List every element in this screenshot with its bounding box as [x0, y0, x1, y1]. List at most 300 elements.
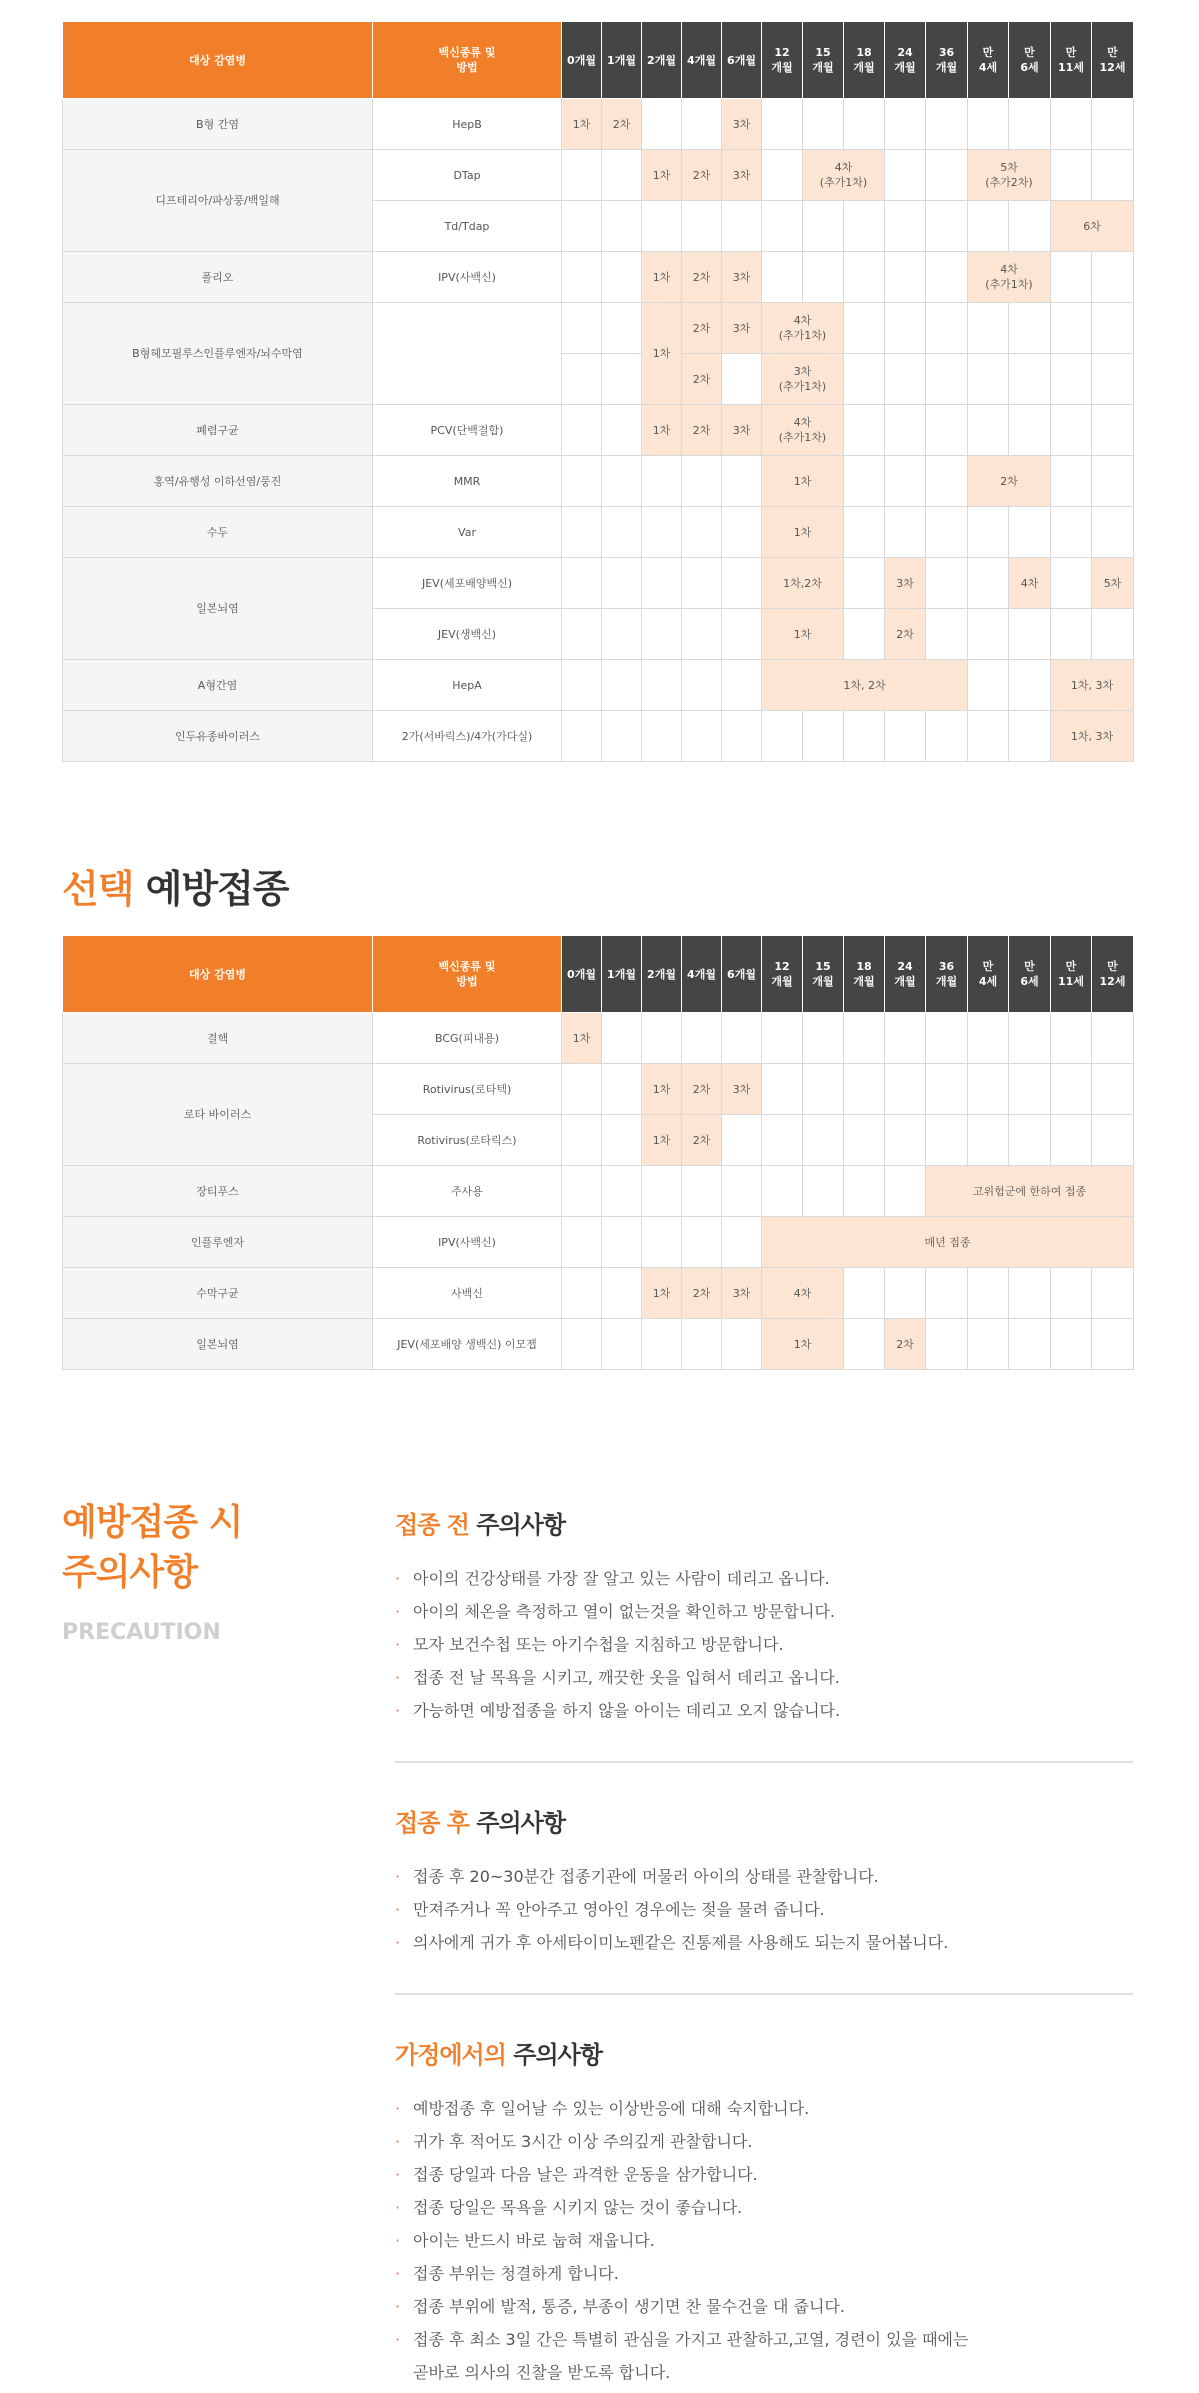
header-age: 만 4세: [968, 22, 1009, 99]
empty-cell: [602, 201, 642, 252]
empty-cell: [844, 558, 885, 609]
bullet-icon: ·: [395, 1635, 401, 1654]
empty-cell: [602, 456, 642, 507]
empty-cell: [562, 1115, 602, 1166]
before-vaccination-block: [395, 1505, 1133, 1727]
block-title: [395, 2035, 1133, 2070]
vaccine-cell: JEV(세포배양백신): [373, 558, 562, 609]
bullet-icon: ·: [395, 2165, 401, 2184]
header-age: 24 개월: [885, 22, 926, 99]
header-age: 1개월: [602, 936, 642, 1013]
empty-cell: [803, 1166, 844, 1217]
empty-cell: [762, 99, 803, 150]
dose-cell: 3차: [885, 558, 926, 609]
empty-cell: [844, 99, 885, 150]
empty-cell: [762, 150, 803, 201]
list-item-text: 접종 후 최소 3일 간은 특별히 관심을 가지고 관찰하고,고열, 경련이 있을 때에는 곧바로 의사의 진찰을 받도록 합니다.: [413, 2330, 969, 2382]
empty-cell: [885, 1013, 926, 1064]
title-rest: 주의사항: [505, 2041, 603, 2069]
table-row: [63, 1319, 1134, 1370]
divider: [395, 1993, 1133, 1995]
empty-cell: [682, 1013, 722, 1064]
disease-cell: 인플루엔자: [63, 1217, 373, 1268]
dose-cell: 2차: [682, 1268, 722, 1319]
empty-cell: [602, 303, 642, 354]
empty-cell: [562, 1268, 602, 1319]
empty-cell: [642, 660, 682, 711]
dose-cell: 5차 (추가2차): [968, 150, 1051, 201]
bullet-icon: ·: [395, 1701, 401, 1720]
empty-cell: [885, 1166, 926, 1217]
empty-cell: [1092, 354, 1134, 405]
empty-cell: [602, 1166, 642, 1217]
header-age: 4개월: [682, 22, 722, 99]
header-age: 6개월: [722, 936, 762, 1013]
empty-cell: [722, 711, 762, 762]
empty-cell: [926, 711, 968, 762]
vaccine-cell: Rotivirus(로타텍): [373, 1064, 562, 1115]
empty-cell: [602, 1115, 642, 1166]
empty-cell: [722, 1013, 762, 1064]
dose-cell: 5차: [1092, 558, 1134, 609]
empty-cell: [803, 1013, 844, 1064]
empty-cell: [968, 354, 1009, 405]
disease-cell: A형간염: [63, 660, 373, 711]
dose-cell: 3차: [722, 1064, 762, 1115]
empty-cell: [885, 201, 926, 252]
header-age: 6개월: [722, 22, 762, 99]
dose-cell: 2차: [682, 354, 722, 405]
empty-cell: [762, 1166, 803, 1217]
empty-cell: [803, 99, 844, 150]
empty-cell: [926, 1268, 968, 1319]
dose-cell: 2차: [682, 405, 722, 456]
bullet-icon: ·: [395, 1867, 401, 1886]
vaccine-cell: IPV(사백신): [373, 252, 562, 303]
empty-cell: [1009, 303, 1051, 354]
dose-cell: 4차: [762, 1268, 844, 1319]
bullet-icon: ·: [395, 1933, 401, 1952]
empty-cell: [1009, 354, 1051, 405]
dose-cell: 4차 (추가1차): [762, 405, 844, 456]
empty-cell: [682, 201, 722, 252]
dose-cell: 3차: [722, 1268, 762, 1319]
disease-cell: 수막구균: [63, 1268, 373, 1319]
empty-cell: [885, 252, 926, 303]
empty-cell: [562, 1319, 602, 1370]
vaccine-cell: HepB: [373, 99, 562, 150]
empty-cell: [562, 150, 602, 201]
header-age: 만 12세: [1092, 22, 1134, 99]
empty-cell: [642, 609, 682, 660]
vaccine-cell: HepA: [373, 660, 562, 711]
dose-cell: 고위험군에 한하여 접종: [926, 1166, 1134, 1217]
divider: [395, 1761, 1133, 1763]
table-row: [63, 1013, 1134, 1064]
bullet-icon: ·: [395, 2264, 401, 2283]
empty-cell: [562, 558, 602, 609]
empty-cell: [1009, 660, 1051, 711]
empty-cell: [926, 1319, 968, 1370]
header-age: 만 12세: [1092, 936, 1134, 1013]
dose-cell: 4차 (추가1차): [968, 252, 1051, 303]
table-row: [63, 1217, 1134, 1268]
empty-cell: [844, 354, 885, 405]
empty-cell: [1051, 303, 1092, 354]
empty-cell: [762, 1013, 803, 1064]
empty-cell: [1051, 1319, 1092, 1370]
title-rest: 주의사항: [468, 1511, 566, 1539]
empty-cell: [885, 1115, 926, 1166]
dose-cell: 4차 (추가1차): [803, 150, 885, 201]
dose-cell: 1차: [642, 405, 682, 456]
bullet-icon: ·: [395, 2099, 401, 2118]
vaccine-cell: [373, 303, 562, 405]
table-row: [63, 456, 1134, 507]
header-age: 4개월: [682, 936, 722, 1013]
empty-cell: [844, 303, 885, 354]
empty-cell: [722, 660, 762, 711]
list-item-text: 접종 전 날 목욕을 시키고, 깨끗한 옷을 입혀서 데리고 옵니다.: [413, 1668, 840, 1687]
bullet-icon: ·: [395, 2297, 401, 2316]
empty-cell: [885, 507, 926, 558]
empty-cell: [1051, 558, 1092, 609]
empty-cell: [562, 507, 602, 558]
empty-cell: [844, 507, 885, 558]
empty-cell: [803, 1115, 844, 1166]
empty-cell: [1009, 1013, 1051, 1064]
empty-cell: [642, 558, 682, 609]
empty-cell: [803, 1064, 844, 1115]
table-row: [63, 1064, 1134, 1115]
table-row: [63, 303, 1134, 354]
list-item-text: 의사에게 귀가 후 아세타이미노펜같은 진통제를 사용해도 되는지 물어봅니다.: [413, 1933, 949, 1952]
empty-cell: [1092, 1064, 1134, 1115]
empty-cell: [1092, 1115, 1134, 1166]
empty-cell: [844, 405, 885, 456]
bullet-icon: ·: [395, 2330, 401, 2349]
empty-cell: [1092, 609, 1134, 660]
table-row: [63, 150, 1134, 201]
empty-cell: [562, 711, 602, 762]
empty-cell: [1009, 405, 1051, 456]
empty-cell: [968, 1064, 1009, 1115]
empty-cell: [602, 1013, 642, 1064]
dose-cell: 1차: [762, 1319, 844, 1370]
list-item-text: 접종 부위에 발적, 통증, 부종이 생기면 찬 물수건을 대 줍니다.: [413, 2297, 845, 2316]
empty-cell: [968, 660, 1009, 711]
vaccine-cell: Var: [373, 507, 562, 558]
dose-cell: 3차 (추가1차): [762, 354, 844, 405]
dose-cell: 2차: [682, 252, 722, 303]
empty-cell: [1051, 252, 1092, 303]
empty-cell: [762, 252, 803, 303]
precaution-heading: [62, 1498, 362, 1645]
empty-cell: [562, 660, 602, 711]
list-item-text: 접종 당일과 다음 날은 과격한 운동을 삼가합니다.: [413, 2165, 758, 2184]
list-item: [395, 1694, 1133, 1727]
dose-cell: 2차: [682, 1115, 722, 1166]
after-vaccination-block: [395, 1803, 1133, 1959]
dose-cell: 2차: [682, 150, 722, 201]
empty-cell: [1092, 1319, 1134, 1370]
bullet-icon: ·: [395, 2231, 401, 2250]
precaution-title: 예방접종 시 주의사항: [62, 1502, 243, 1593]
list-item: [395, 1893, 1133, 1926]
empty-cell: [562, 1166, 602, 1217]
vaccine-cell: Rotivirus(로타릭스): [373, 1115, 562, 1166]
list-item-text: 아이의 체온을 측정하고 열이 없는것을 확인하고 방문합니다.: [413, 1602, 836, 1621]
empty-cell: [803, 201, 844, 252]
disease-cell: 장티푸스: [63, 1166, 373, 1217]
empty-cell: [968, 1115, 1009, 1166]
empty-cell: [803, 711, 844, 762]
dose-cell: 3차: [722, 405, 762, 456]
empty-cell: [926, 201, 968, 252]
dose-cell: 2차: [602, 99, 642, 150]
header-age: 만 11세: [1051, 22, 1092, 99]
header-age: 0개월: [562, 22, 602, 99]
disease-cell: 홍역/유행성 이하선염/풍진: [63, 456, 373, 507]
empty-cell: [968, 405, 1009, 456]
dose-cell: 3차: [722, 99, 762, 150]
empty-cell: [722, 507, 762, 558]
empty-cell: [1009, 201, 1051, 252]
header-age: 0개월: [562, 936, 602, 1013]
empty-cell: [722, 354, 762, 405]
disease-cell: 결핵: [63, 1013, 373, 1064]
empty-cell: [926, 405, 968, 456]
empty-cell: [1092, 303, 1134, 354]
vaccine-cell: PCV(단백결합): [373, 405, 562, 456]
precaution-list: [395, 2092, 1133, 2389]
empty-cell: [722, 456, 762, 507]
empty-cell: [926, 456, 968, 507]
header-age: 36 개월: [926, 22, 968, 99]
dose-cell: 3차: [722, 252, 762, 303]
empty-cell: [1051, 1064, 1092, 1115]
empty-cell: [1092, 99, 1134, 150]
empty-cell: [602, 558, 642, 609]
title-accent: 선택: [62, 867, 134, 911]
disease-cell: 디프테리아/파상풍/백일해: [63, 150, 373, 252]
list-item: [395, 1595, 1133, 1628]
empty-cell: [844, 1268, 885, 1319]
disease-cell: 일본뇌염: [63, 1319, 373, 1370]
header-age: 24 개월: [885, 936, 926, 1013]
empty-cell: [642, 99, 682, 150]
empty-cell: [968, 609, 1009, 660]
empty-cell: [1051, 1013, 1092, 1064]
empty-cell: [844, 201, 885, 252]
empty-cell: [1009, 711, 1051, 762]
header-age: 18 개월: [844, 22, 885, 99]
empty-cell: [1051, 1115, 1092, 1166]
list-item-text: 만져주거나 꼭 안아주고 영아인 경우에는 젖을 물려 줍니다.: [413, 1900, 825, 1919]
header-age: 12 개월: [762, 936, 803, 1013]
list-item-text: 접종 후 20~30분간 접종기관에 머물러 아이의 상태를 관찰합니다.: [413, 1867, 879, 1886]
table-header-row: [63, 22, 1134, 99]
disease-cell: 폐렴구균: [63, 405, 373, 456]
bullet-icon: ·: [395, 1668, 401, 1687]
empty-cell: [562, 1064, 602, 1115]
vaccine-cell: 주사용: [373, 1166, 562, 1217]
empty-cell: [722, 1217, 762, 1268]
empty-cell: [562, 405, 602, 456]
empty-cell: [642, 711, 682, 762]
empty-cell: [602, 1319, 642, 1370]
empty-cell: [1092, 1013, 1134, 1064]
empty-cell: [602, 354, 642, 405]
empty-cell: [885, 456, 926, 507]
empty-cell: [722, 201, 762, 252]
vaccine-cell: 사백신: [373, 1268, 562, 1319]
vaccine-cell: IPV(사백신): [373, 1217, 562, 1268]
list-item: [395, 1860, 1133, 1893]
empty-cell: [926, 507, 968, 558]
dose-cell: 1차: [562, 99, 602, 150]
empty-cell: [1051, 150, 1092, 201]
empty-cell: [562, 1217, 602, 1268]
empty-cell: [1009, 1064, 1051, 1115]
empty-cell: [885, 711, 926, 762]
empty-cell: [682, 660, 722, 711]
list-item-text: 접종 당일은 목욕을 시키지 않는 것이 좋습니다.: [413, 2198, 743, 2217]
table-row: [63, 660, 1134, 711]
empty-cell: [885, 99, 926, 150]
list-item-text: 가능하면 예방접종을 하지 않을 아이는 데리고 오지 않습니다.: [413, 1701, 841, 1720]
empty-cell: [844, 1064, 885, 1115]
empty-cell: [722, 609, 762, 660]
empty-cell: [968, 507, 1009, 558]
list-item-text: 아이의 건강상태를 가장 잘 알고 있는 사람이 데리고 옵니다.: [413, 1569, 830, 1588]
empty-cell: [682, 711, 722, 762]
empty-cell: [926, 354, 968, 405]
list-item-text: 귀가 후 적어도 3시간 이상 주의깊게 관찰합니다.: [413, 2132, 753, 2151]
disease-cell: 폴리오: [63, 252, 373, 303]
empty-cell: [562, 456, 602, 507]
vaccine-cell: BCG(피내용): [373, 1013, 562, 1064]
list-item-text: 접종 부위는 청결하게 합니다.: [413, 2264, 619, 2283]
dose-cell: 1차: [762, 609, 844, 660]
optional-vaccination-table: [62, 935, 1134, 1370]
empty-cell: [885, 150, 926, 201]
empty-cell: [968, 201, 1009, 252]
table-row: [63, 711, 1134, 762]
table-row: [63, 1268, 1134, 1319]
table-row: [63, 405, 1134, 456]
disease-cell: B형 간염: [63, 99, 373, 150]
bullet-icon: ·: [395, 2198, 401, 2217]
header-age: 2개월: [642, 22, 682, 99]
empty-cell: [1092, 150, 1134, 201]
empty-cell: [642, 1217, 682, 1268]
dose-cell: 6차: [1051, 201, 1134, 252]
empty-cell: [602, 1064, 642, 1115]
dose-cell: 1차: [762, 456, 844, 507]
empty-cell: [642, 1319, 682, 1370]
table-row: [63, 99, 1134, 150]
block-title: [395, 1505, 1133, 1540]
empty-cell: [682, 1217, 722, 1268]
empty-cell: [562, 201, 602, 252]
header-disease: 대상 감염병: [63, 936, 373, 1013]
empty-cell: [682, 609, 722, 660]
empty-cell: [1092, 507, 1134, 558]
list-item-text: 예방접종 후 일어날 수 있는 이상반응에 대해 숙지합니다.: [413, 2099, 810, 2118]
empty-cell: [1051, 507, 1092, 558]
empty-cell: [1051, 99, 1092, 150]
vaccine-cell: Td/Tdap: [373, 201, 562, 252]
dose-cell: 1차: [642, 252, 682, 303]
dose-cell: 2차: [682, 1064, 722, 1115]
empty-cell: [762, 201, 803, 252]
empty-cell: [968, 711, 1009, 762]
empty-cell: [1092, 405, 1134, 456]
empty-cell: [762, 1064, 803, 1115]
dose-cell: 2차: [885, 609, 926, 660]
empty-cell: [803, 252, 844, 303]
empty-cell: [642, 1013, 682, 1064]
empty-cell: [602, 150, 642, 201]
dose-cell: 1차, 3차: [1051, 660, 1134, 711]
empty-cell: [1051, 609, 1092, 660]
dose-cell: 3차: [722, 150, 762, 201]
dose-cell: 1차,2차: [762, 558, 844, 609]
empty-cell: [602, 609, 642, 660]
dose-cell: 매년 접종: [762, 1217, 1134, 1268]
empty-cell: [722, 1166, 762, 1217]
empty-cell: [762, 1115, 803, 1166]
empty-cell: [1009, 1319, 1051, 1370]
dose-cell: 1차: [642, 1115, 682, 1166]
empty-cell: [885, 354, 926, 405]
empty-cell: [844, 1013, 885, 1064]
empty-cell: [926, 1064, 968, 1115]
list-item: [395, 1661, 1133, 1694]
empty-cell: [926, 150, 968, 201]
list-item: [395, 2191, 1133, 2224]
title-accent: 접종 전: [395, 1511, 469, 1539]
empty-cell: [682, 456, 722, 507]
header-age: 18 개월: [844, 936, 885, 1013]
list-item: [395, 2323, 1133, 2389]
empty-cell: [602, 507, 642, 558]
empty-cell: [926, 1013, 968, 1064]
empty-cell: [682, 1319, 722, 1370]
empty-cell: [602, 1268, 642, 1319]
empty-cell: [1051, 405, 1092, 456]
title-accent: 가정에서의: [395, 2041, 506, 2069]
empty-cell: [968, 1013, 1009, 1064]
header-disease: 대상 감염병: [63, 22, 373, 99]
dose-cell: 2차: [885, 1319, 926, 1370]
vaccine-cell: JEV(세포배양 생백신) 이모젭: [373, 1319, 562, 1370]
dose-cell: 1차: [642, 1064, 682, 1115]
disease-cell: 일본뇌염: [63, 558, 373, 660]
dose-cell: 1차: [642, 1268, 682, 1319]
precaution-subtitle: PRECAUTION: [62, 1620, 221, 1645]
dose-cell: 1차: [642, 150, 682, 201]
empty-cell: [642, 507, 682, 558]
header-age: 12 개월: [762, 22, 803, 99]
empty-cell: [844, 1319, 885, 1370]
empty-cell: [844, 1115, 885, 1166]
empty-cell: [1092, 252, 1134, 303]
empty-cell: [682, 99, 722, 150]
empty-cell: [722, 1319, 762, 1370]
optional-vaccination-title: [62, 858, 288, 913]
